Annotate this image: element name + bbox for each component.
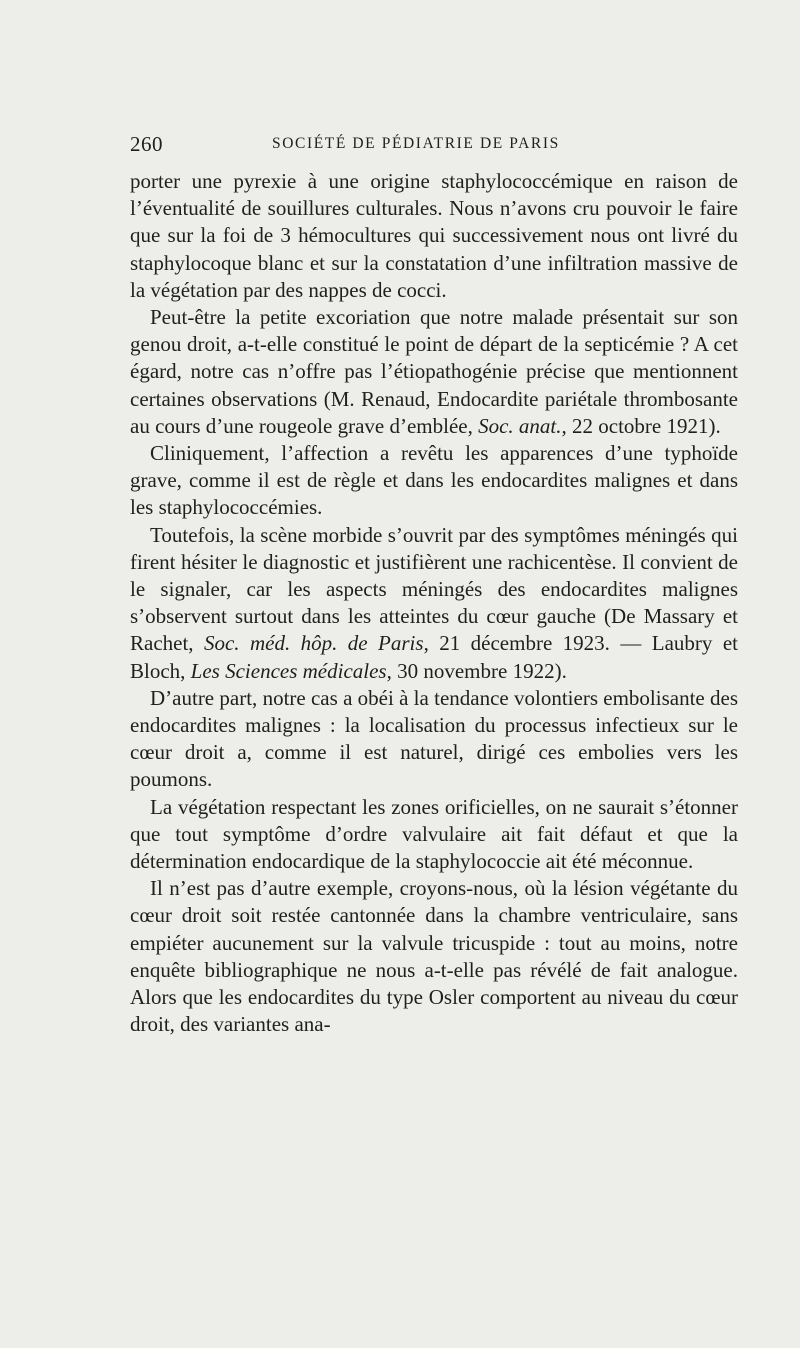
paragraph-2-text-after-citation: , 22 octobre 1921).: [561, 413, 721, 438]
paragraph-4-text-after-citation: , 30 novembre 1922).: [386, 658, 567, 683]
paragraph-1: [130, 168, 738, 304]
citation-soc-med-hop: Soc. méd. hôp. de Paris: [203, 631, 424, 656]
paragraph-3: [130, 440, 738, 522]
paragraph-5-text: D’autre part, notre cas a obéi à la tendance volontiers embolisante des endocardites malignes : la localisation du processus infectieux sur le cœur droit a, comme il est naturel, dirigé ces embolies vers les poumons.: [130, 685, 738, 792]
paragraph-2-text-before-citation: Peut-être la petite excoriation que notre malade présentait sur son genou droit, a-t-elle constitué le point de départ de la septicémie ? A cet égard, notre cas n’offre pas l’étiopathogénie précise que mentionnent certaines observations (M. Renaud, Endocardite pariétale thrombosante au cours d’une rougeole grave d’emblée,: [130, 305, 738, 438]
paragraph-1-text: porter une pyrexie à une origine staphylococcémique en raison de l’éventualité de souillures culturales. Nous n’avons cru pouvoir le faire que sur la foi de 3 hémocultures qui successivement nous ont livré du staphylocoque blanc et sur la constatation d’une infiltration massive de la végétation par des nappes de cocci.: [130, 169, 738, 302]
page-header: [130, 132, 738, 156]
paragraph-7-text: Il n’est pas d’autre exemple, croyons-nous, où la lésion végétante du cœur droit soit restée cantonnée dans la chambre ventriculaire, sans empiéter aucunement sur la valvule tricuspide : tout au moins, notre enquête bibliographique ne nous a-t-elle pas révélé de fait analogue. Alors que les endocardites du type Osler comportent au niveau du cœur droit, des variantes ana-: [130, 876, 738, 1037]
page-number: 260: [130, 132, 163, 156]
body-text: [130, 168, 738, 1039]
paragraph-7: [130, 875, 738, 1038]
paragraph-6: [130, 794, 738, 876]
paragraph-4-text-between-citations: , 21 décembre 1923. — Laubry et Bloch,: [130, 631, 738, 683]
citation-soc-anat: Soc. anat.: [478, 413, 562, 438]
paragraph-3-text: Cliniquement, l’affection a revêtu les apparences d’une typhoïde grave, comme il est de règle et dans les endocardites malignes et dans les staphylococcémies.: [130, 441, 738, 520]
citation-sciences-medicales: Les Sciences médicales: [190, 658, 387, 683]
paragraph-5: [130, 685, 738, 794]
paragraph-4-text-before-citation: Toutefois, la scène morbide s’ouvrit par des symptômes méningés qui firent hésiter le diagnostic et justifièrent une rachicentèse. Il convient de le signaler, car les aspects méningés des endocardites malignes s’observent surtout dans les atteintes du cœur gauche (De Massary et Rachet,: [130, 522, 738, 656]
paragraph-2: [130, 304, 738, 440]
paragraph-6-text: La végétation respectant les zones orificielles, on ne saurait s’étonner que tout symptôme d’ordre valvulaire ait fait défaut et que la détermination endocardique de la staphylococcie ait été méconnue.: [130, 794, 738, 874]
running-title: SOCIÉTÉ DE PÉDIATRIE DE PARIS: [272, 135, 560, 152]
paragraph-4: [130, 522, 738, 685]
